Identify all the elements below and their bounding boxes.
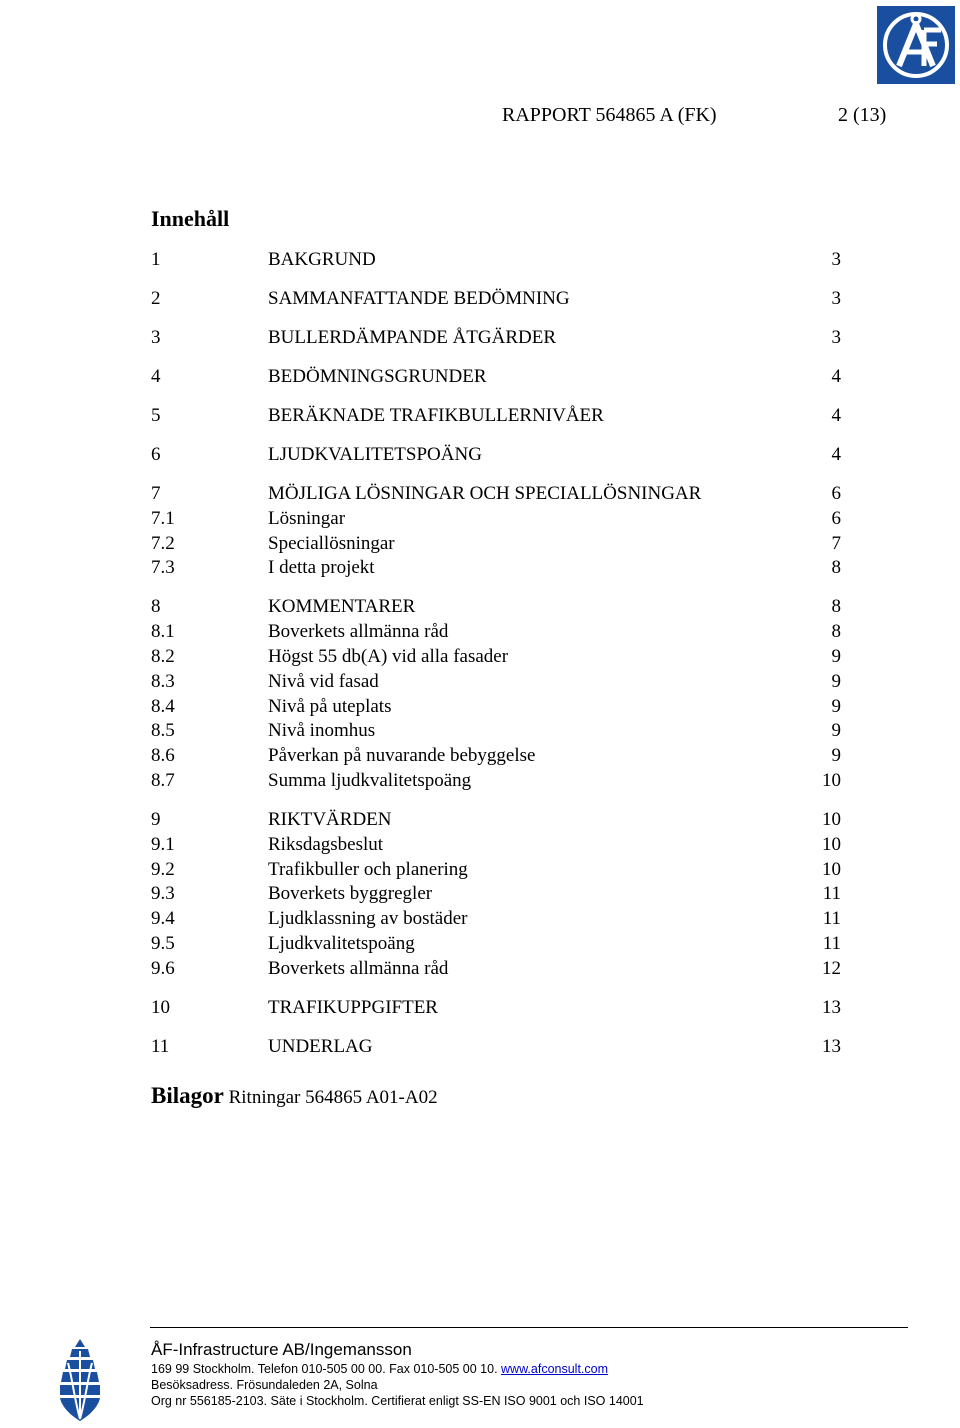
toc-entry [151,881,841,906]
toc-entry [151,857,841,882]
toc-entry-number: 8.7 [151,770,175,791]
toc-entry-title: I detta projekt [268,557,375,578]
toc-entry-number: 9.2 [151,859,175,880]
toc-heading: Innehåll [151,206,230,231]
toc-entry [151,956,841,981]
toc-entry-title: Nivå på uteplats [268,696,392,717]
toc-entry-page: 6 [831,508,841,529]
toc-entry-number: 8 [151,596,161,617]
toc-entry [151,995,841,1020]
toc-entry-title: RIKTVÄRDEN [268,809,392,830]
toc-entry-number: 7.3 [151,557,175,578]
toc-entry-page: 4 [831,444,841,465]
toc-entry-title: LJUDKVALITETSPOÄNG [268,444,482,465]
toc-entry-page: 10 [822,809,841,830]
toc-entry-page: 9 [831,745,841,766]
toc-entry-title: BULLERDÄMPANDE ÅTGÄRDER [268,327,557,348]
toc-entry-page: 12 [822,958,841,979]
footer-visit-address: Besöksadress. Frösundaleden 2A, Solna [151,1378,378,1392]
toc-entry-title: Högst 55 db(A) vid alla fasader [268,646,509,667]
toc-entry-number: 4 [151,366,161,387]
toc-entry-title: Påverkan på nuvarande bebyggelse [268,745,536,766]
toc-entry [151,531,841,556]
footer-address-text: 169 99 Stockholm. Telefon 010-505 00 00. Fax 010-505 00 10. [151,1362,498,1376]
toc-entry-page: 9 [831,646,841,667]
toc-entry-page: 10 [822,859,841,880]
footer-address [151,1361,644,1377]
toc-entry-number: 8.4 [151,696,175,717]
toc-entry-title: Boverkets allmänna råd [268,621,449,642]
toc-entry-title: KOMMENTARER [268,596,416,617]
af-logo-icon [877,6,955,84]
toc-entry [151,286,841,311]
toc-entry-number: 2 [151,288,161,309]
toc-entry [151,442,841,467]
toc-entry-title: Ljudklassning av bostäder [268,908,468,929]
footer-website-link[interactable]: www.afconsult.com [501,1362,609,1376]
toc-entry-page: 11 [822,883,841,904]
appendix-text: Ritningar 564865 A01-A02 [228,1087,438,1108]
toc-entry-number: 7.1 [151,508,175,529]
toc-entry-page: 13 [822,997,841,1018]
toc-entry [151,669,841,694]
toc-entry-title: BERÄKNADE TRAFIKBULLERNIVÅER [268,405,604,426]
toc-entry-number: 9.6 [151,958,175,979]
toc-entry-page: 11 [822,933,841,954]
toc-entry-page: 9 [831,671,841,692]
toc-entry [151,619,841,644]
toc-entry-title: SAMMANFATTANDE BEDÖMNING [268,288,570,309]
toc-entry-number: 7 [151,483,161,504]
toc-entry-title: Riksdagsbeslut [268,834,384,855]
toc-entry-page: 3 [831,288,841,309]
toc-entry [151,743,841,768]
toc-entry-page: 10 [822,770,841,791]
toc-entry-number: 9.1 [151,834,175,855]
toc-entry-title: Trafikbuller och planering [268,859,468,880]
toc-entry-number: 5 [151,405,161,426]
toc-entry-number: 9 [151,809,161,830]
toc-entry-title: UNDERLAG [268,1036,373,1057]
toc-entry [151,555,841,580]
toc-entry-page: 13 [822,1036,841,1057]
toc-entry-page: 3 [831,249,841,270]
toc-entry-number: 6 [151,444,161,465]
toc-entry [151,832,841,857]
appendix-label: Bilagor [151,1083,224,1108]
toc-entry-number: 8.1 [151,621,175,642]
toc-entry [151,694,841,719]
toc-entry-title: Boverkets byggregler [268,883,433,904]
toc-entry [151,325,841,350]
toc-entry-title: TRAFIKUPPGIFTER [268,997,438,1018]
toc-entry-number: 8.6 [151,745,175,766]
toc-entry [151,506,841,531]
toc-entry-title: Summa ljudkvalitetspoäng [268,770,472,791]
toc-entry-number: 1 [151,249,161,270]
toc-entry [151,718,841,743]
toc-entry-page: 9 [831,720,841,741]
toc-entry [151,481,841,506]
toc-entry-number: 8.5 [151,720,175,741]
toc-entry-number: 11 [151,1036,170,1057]
appendix-line [151,1083,438,1109]
toc-entry-number: 7.2 [151,533,175,554]
footer-company: ÅF-Infrastructure AB/Ingemansson [151,1340,412,1359]
toc-entry-page: 3 [831,327,841,348]
toc-entry-number: 9.3 [151,883,175,904]
toc-entry-title: BAKGRUND [268,249,376,270]
toc-entry-page: 10 [822,834,841,855]
toc-entry-page: 8 [831,596,841,617]
toc-entry [151,364,841,389]
toc-entry-page: 4 [831,366,841,387]
toc-entry [151,807,841,832]
toc-entry-page: 7 [831,533,841,554]
toc-entry-page: 8 [831,621,841,642]
toc-entry-title: Nivå inomhus [268,720,376,741]
toc-entry [151,931,841,956]
toc-entry [151,644,841,669]
toc-entry-number: 8.2 [151,646,175,667]
toc-entry [151,247,841,272]
toc-entry [151,768,841,793]
toc-entry [151,906,841,931]
toc-entry [151,403,841,428]
toc-entry-page: 11 [822,908,841,929]
toc-entry-page: 6 [831,483,841,504]
toc-entry-title: MÖJLIGA LÖSNINGAR OCH SPECIALLÖSNINGAR [268,483,702,504]
toc-entry-title: Nivå vid fasad [268,671,379,692]
page-number: 2 (13) [838,104,887,126]
toc-entry [151,594,841,619]
toc-entry-title: Speciallösningar [268,533,395,554]
toc-entry-number: 9.4 [151,908,175,929]
shell-icon [56,1337,104,1423]
toc-entry-title: Boverkets allmänna råd [268,958,449,979]
toc-entry [151,1034,841,1059]
toc-entry-number: 9.5 [151,933,175,954]
toc-entry-number: 3 [151,327,161,348]
toc-entry-number: 10 [151,997,170,1018]
toc-entry-page: 9 [831,696,841,717]
footer-divider [150,1327,908,1328]
toc-entry-title: Lösningar [268,508,346,529]
toc-entry-number: 8.3 [151,671,175,692]
footer [151,1339,644,1409]
toc-entry-page: 8 [831,557,841,578]
toc-entry-title: Ljudkvalitetspoäng [268,933,415,954]
footer-org-info: Org nr 556185-2103. Säte i Stockholm. Certifierat enligt SS-EN ISO 9001 och ISO 14001 [151,1394,644,1408]
report-id: RAPPORT 564865 A (FK) [502,104,717,126]
toc-entry-page: 4 [831,405,841,426]
toc-entry-title: BEDÖMNINGSGRUNDER [268,366,487,387]
